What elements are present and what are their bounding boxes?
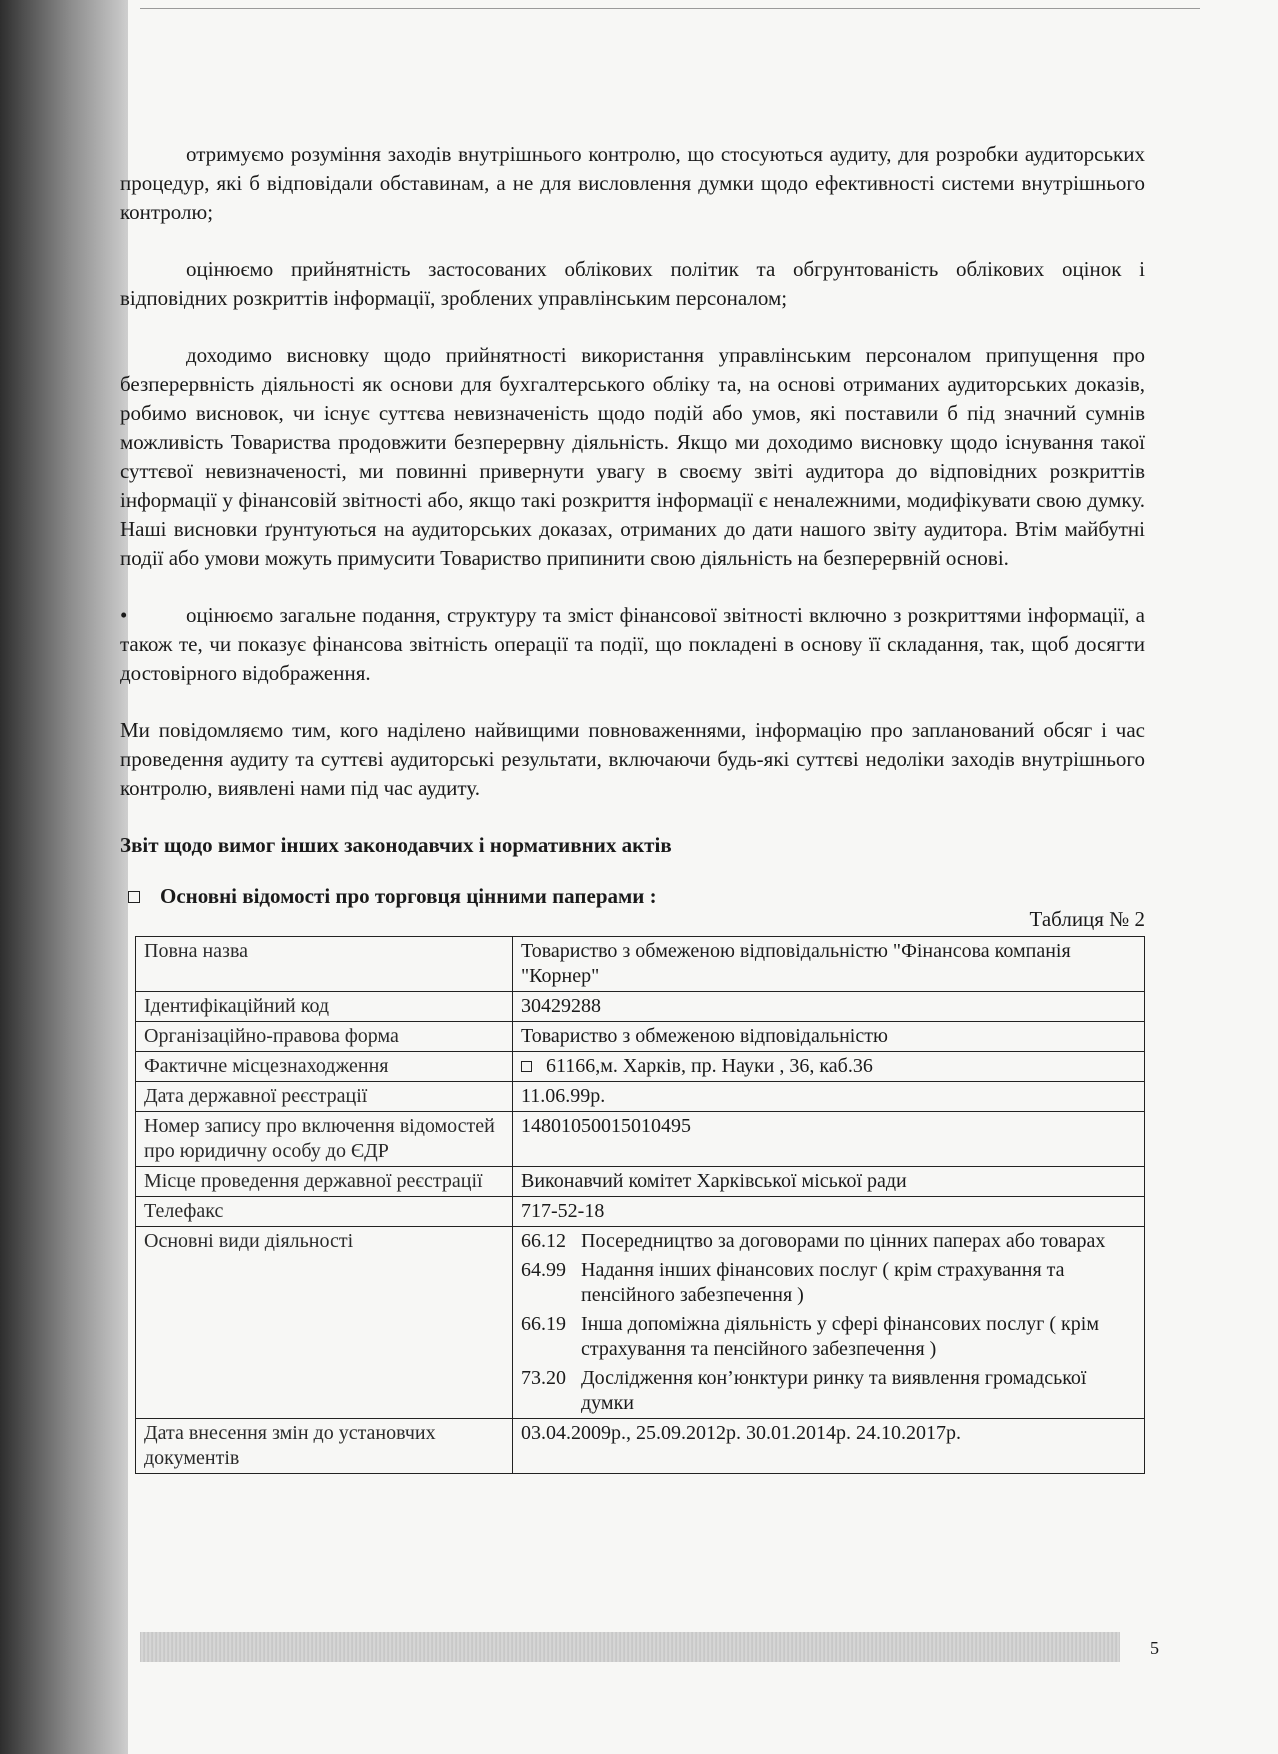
telefax-label: Телефакс [136, 1197, 513, 1227]
checkbox-square-icon [128, 891, 140, 903]
page-number: 5 [1150, 1638, 1159, 1658]
activity-item [521, 1312, 1136, 1362]
table-row [136, 937, 1145, 992]
activity-item [521, 1366, 1136, 1416]
table-row [136, 1052, 1145, 1082]
changes-value: 03.04.2009р., 25.09.2012р. 30.01.2014р. 24.10.2017р. [513, 1419, 1145, 1474]
bullet-marker: • [120, 603, 128, 627]
paragraph-communication: Ми повідомляємо тим, кого наділено найвищими повноваженнями, інформацію про запланований обсяг і час проведення аудиту та суттєві аудиторські результати, включаючи будь-які суттєві недоліки заходів внутрішнього контролю, виявлені нами під час аудиту. [120, 718, 1145, 800]
table-row [136, 992, 1145, 1022]
company-info-table [135, 936, 1145, 1474]
activities-list [513, 1227, 1145, 1419]
reg-date-label: Дата державної реєстрації [136, 1082, 513, 1112]
record-label: Номер запису про включення відомостей про юридичну особу до ЄДР [136, 1112, 513, 1167]
paragraph-overall-presentation: • оцінюємо загальне подання, структуру та зміст фінансової звітності включно з розкриттями інформації, а також те, чи показує фінансова звітність операції та події, що покладені в основу її складання, так, щоб досягти достовірного відображення. [120, 603, 1145, 685]
location-cell [513, 1052, 1145, 1082]
activity-text: Інша допоміжна діяльність у сфері фінансових послуг ( крім страхування та пенсійного забезпечення ) [581, 1313, 1099, 1360]
legal-form-label: Організаційно-правова форма [136, 1022, 513, 1052]
changes-label: Дата внесення змін до установчих документів [136, 1419, 513, 1474]
table-row [136, 1112, 1145, 1167]
telefax-value: 717-52-18 [513, 1197, 1145, 1227]
document-body [120, 140, 1145, 1474]
activity-code: 66.19 [521, 1313, 566, 1335]
activity-code: 73.20 [521, 1367, 566, 1389]
reg-place-value: Виконавчий комітет Харківської міської ради [513, 1167, 1145, 1197]
checkbox-square-icon [521, 1061, 532, 1072]
activity-item [521, 1229, 1136, 1254]
paragraph-accounting-policies: оцінюємо прийнятність застосованих облікових політик та обгрунтованість облікових оцінок і відповідних розкриттів інформації, зроблених управлінським персоналом; [120, 257, 1145, 310]
activities-label: Основні види діяльності [136, 1227, 513, 1419]
reg-place-label: Місце проведення державної реєстрації [136, 1167, 513, 1197]
activity-text: Посередництво за договорами по цінних паперах або товарах [581, 1230, 1106, 1252]
subheading-text: Основні відомості про торговця цінними паперами : [160, 884, 657, 908]
location-value: 61166,м. Харків, пр. Науки , 36, каб.36 [546, 1055, 873, 1077]
table-row [136, 1022, 1145, 1052]
section-heading: Звіт щодо вимог інших законодавчих і нормативних актів [120, 833, 672, 857]
paragraph-internal-control: отримуємо розуміння заходів внутрішнього контролю, що стосуються аудиту, для розробки аудиторських процедур, які б відповідали обставинам, а не для висловлення думки щодо ефективності системи внутрішнього контролю; [120, 142, 1145, 224]
full-name-value: Товариство з обмеженою відповідальністю "Фінансова компанія "Корнер" [513, 937, 1145, 992]
top-rule [140, 8, 1200, 9]
table-caption: Таблиця № 2 [1029, 907, 1145, 931]
paragraph-going-concern: доходимо висновку щодо прийнятності використання управлінським персоналом припущення про безперервність діяльності як основи для бухгалтерського обліку та, на основі отриманих аудиторських доказів, робимо висновок, чи існує суттєва невизначеність щодо подій або умов, які поставили б під значний сумнів можливість Товариства продовжити безперервну діяльність. Якщо ми доходимо висновку щодо існування такої суттєвої невизначеності, ми повинні привернути увагу в своєму звіті аудитора до відповідних розкриттів інформації у фінансовій звітності або, якщо такі розкриття інформації є неналежними, модифікувати свою думку. Наші висновки ґрунтуються на аудиторських доказах, отриманих до дати нашого звіту аудитора. Втім майбутні події або умови можуть примусити Товариство припинити свою діяльність на безперервній основі. [120, 343, 1145, 570]
full-name-label: Повна назва [136, 937, 513, 992]
reg-date-value: 11.06.99р. [513, 1082, 1145, 1112]
table-row [136, 1167, 1145, 1197]
activity-item [521, 1258, 1136, 1308]
table-row [136, 1419, 1145, 1474]
activity-code: 64.99 [521, 1259, 566, 1281]
activity-text: Надання інших фінансових послуг ( крім страхування та пенсійного забезпечення ) [581, 1259, 1065, 1306]
legal-form-value: Товариство з обмеженою відповідальністю [513, 1022, 1145, 1052]
table-row [136, 1227, 1145, 1419]
id-code-value: 30429288 [513, 992, 1145, 1022]
table-row [136, 1197, 1145, 1227]
table-row [136, 1082, 1145, 1112]
location-label: Фактичне місцезнаходження [136, 1052, 513, 1082]
footer-bar [140, 1632, 1120, 1662]
activity-code: 66.12 [521, 1230, 566, 1252]
record-value: 14801050015010495 [513, 1112, 1145, 1167]
activity-text: Дослідження кон’юнктури ринку та виявлення громадської думки [581, 1367, 1087, 1414]
id-code-label: Ідентифікаційний код [136, 992, 513, 1022]
